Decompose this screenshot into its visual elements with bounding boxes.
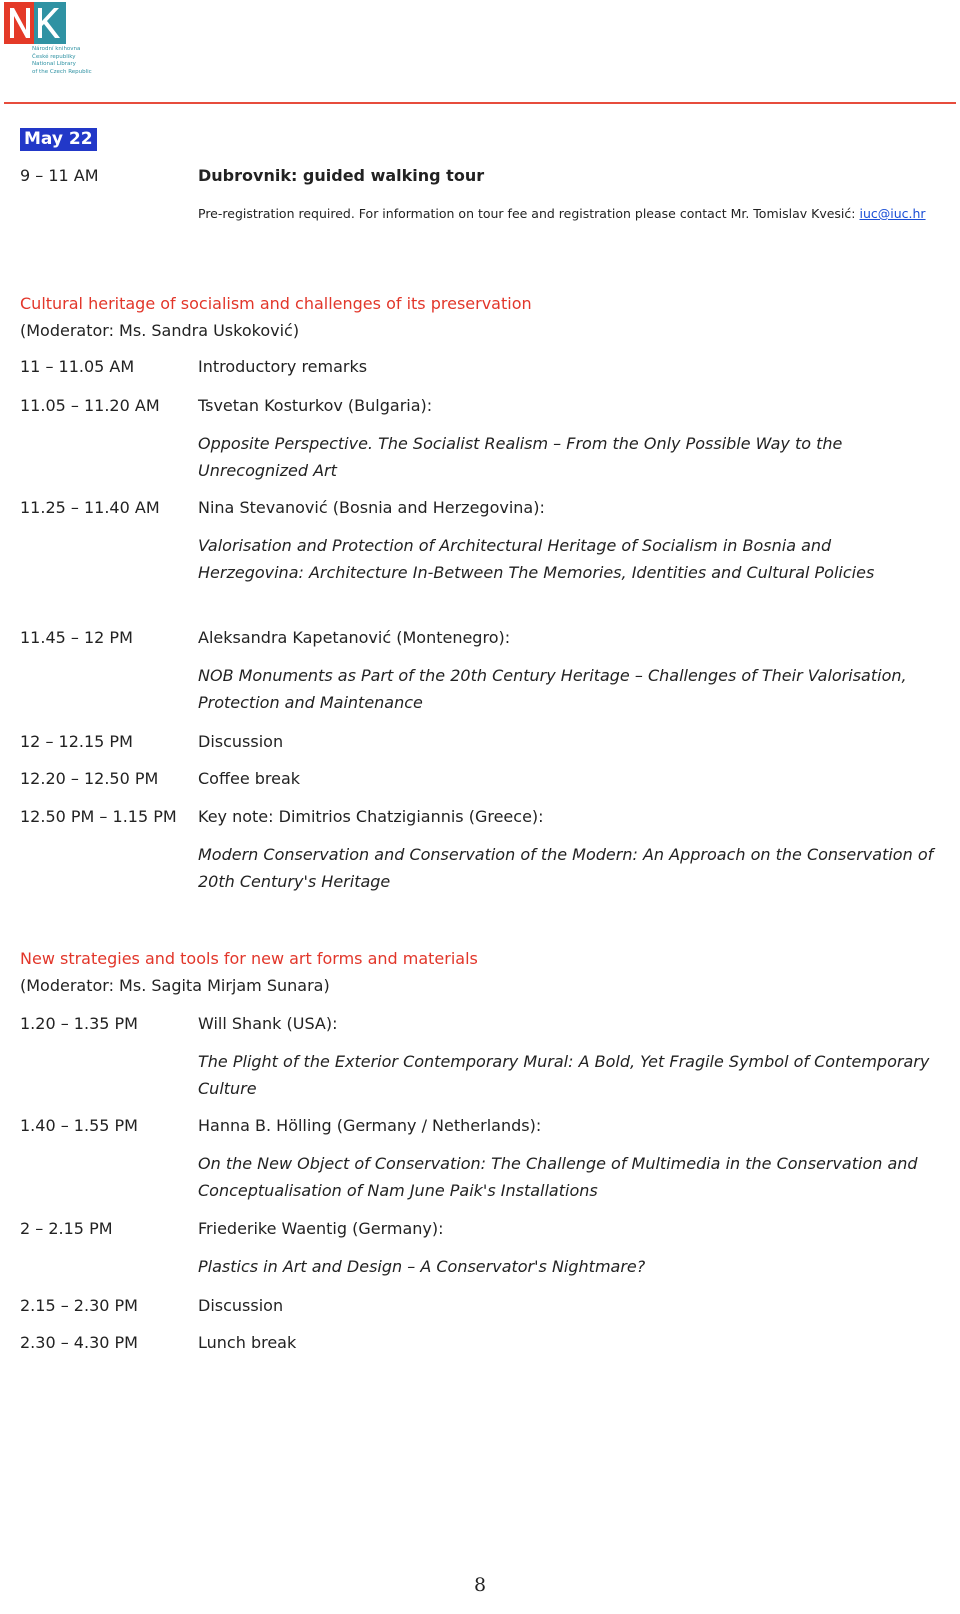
talk-title: Valorisation and Protection of Architectural Heritage of Socialism in Bosnia and Herzegovina: Architecture In-Between The Memories, Identities and Cultural Policies xyxy=(198,536,875,582)
talk-title: On the New Object of Conservation: The Challenge of Multimedia in the Conservation and Conceptualisation of Nam June Paik's Installations xyxy=(198,1154,918,1200)
time-slot: 9 – 11 AM xyxy=(20,166,99,185)
time-slot: 2 – 2.15 PM xyxy=(20,1219,113,1238)
agenda-content xyxy=(198,1215,940,1280)
agenda-item-head: Discussion xyxy=(198,732,284,751)
tour-note-text: Pre-registration required. For information on tour fee and registration please contact Mr. Tomislav Kvesić: xyxy=(198,206,856,221)
logo-caption-line: National Library xyxy=(32,61,76,67)
tour-content xyxy=(198,162,940,224)
agenda-item-head: Introductory remarks xyxy=(198,357,368,376)
talk-title: NOB Monuments as Part of the 20th Century Heritage – Challenges of Their Valorisation, Protection and Maintenance xyxy=(198,666,907,712)
date-label: May 22 xyxy=(20,128,97,151)
agenda-item-head: Lunch break xyxy=(198,1333,297,1352)
tour-title: Dubrovnik: guided walking tour xyxy=(198,166,485,185)
session-heading: Cultural heritage of socialism and challenges of its preservation xyxy=(20,294,532,313)
email-link[interactable]: iuc@iuc.hr xyxy=(859,206,926,221)
agenda-content xyxy=(198,494,940,586)
agenda-content xyxy=(198,765,940,792)
agenda-item-head: Discussion xyxy=(198,1296,284,1315)
time-slot: 1.40 – 1.55 PM xyxy=(20,1116,138,1135)
page-number: 8 xyxy=(473,1574,487,1596)
tour-note xyxy=(198,203,940,224)
speaker-name: Tsvetan Kosturkov (Bulgaria): xyxy=(198,396,433,415)
agenda-content xyxy=(198,728,940,755)
time-slot: 1.20 – 1.35 PM xyxy=(20,1014,138,1033)
talk-title: The Plight of the Exterior Contemporary Mural: A Bold, Yet Fragile Symbol of Contemporary Culture xyxy=(198,1052,930,1098)
logo-caption-line: of the Czech Republic xyxy=(32,68,92,75)
time-slot: 11.05 – 11.20 AM xyxy=(20,396,160,415)
time-slot: 11.45 – 12 PM xyxy=(20,628,133,647)
session-moderator: (Moderator: Ms. Sagita Mirjam Sunara) xyxy=(20,976,330,995)
agenda-content xyxy=(198,353,940,380)
logo-caption xyxy=(32,46,112,76)
time-slot: 2.30 – 4.30 PM xyxy=(20,1333,138,1352)
header-divider xyxy=(4,102,956,104)
speaker-name: Hanna B. Hölling (Germany / Netherlands): xyxy=(198,1116,542,1135)
talk-title: Plastics in Art and Design – A Conservator's Nightmare? xyxy=(198,1257,646,1276)
talk-title: Modern Conservation and Conservation of the Modern: An Approach on the Conservation of 20th Century's Heritage xyxy=(198,845,934,891)
library-logo xyxy=(4,0,114,90)
time-slot: 12 – 12.15 PM xyxy=(20,732,133,751)
time-slot: 12.50 PM – 1.15 PM xyxy=(20,807,177,826)
speaker-name: Key note: Dimitrios Chatzigiannis (Greece): xyxy=(198,807,544,826)
nk-letters-icon xyxy=(4,2,66,44)
time-slot: 11.25 – 11.40 AM xyxy=(20,498,160,517)
time-slot: 12.20 – 12.50 PM xyxy=(20,769,159,788)
speaker-name: Friederike Waentig (Germany): xyxy=(198,1219,444,1238)
talk-title: Opposite Perspective. The Socialist Realism – From the Only Possible Way to the Unrecognized Art xyxy=(198,434,843,480)
logo-caption-line: Národní knihovna xyxy=(32,46,81,52)
agenda-content xyxy=(198,803,940,895)
logo-caption-line: České republiky xyxy=(32,53,76,60)
session-heading: New strategies and tools for new art forms and materials xyxy=(20,949,478,968)
agenda-content xyxy=(198,1112,940,1204)
time-slot: 2.15 – 2.30 PM xyxy=(20,1296,138,1315)
speaker-name: Will Shank (USA): xyxy=(198,1014,338,1033)
speaker-name: Aleksandra Kapetanović (Montenegro): xyxy=(198,628,511,647)
time-slot: 11 – 11.05 AM xyxy=(20,357,135,376)
session-moderator: (Moderator: Ms. Sandra Uskoković) xyxy=(20,321,300,340)
agenda-item-head: Coffee break xyxy=(198,769,301,788)
agenda-content xyxy=(198,624,940,716)
nk-logo-mark xyxy=(4,2,66,44)
agenda-content xyxy=(198,1329,940,1356)
agenda-content xyxy=(198,392,940,484)
speaker-name: Nina Stevanović (Bosnia and Herzegovina): xyxy=(198,498,545,517)
agenda-content xyxy=(198,1010,940,1102)
agenda-content xyxy=(198,1292,940,1319)
